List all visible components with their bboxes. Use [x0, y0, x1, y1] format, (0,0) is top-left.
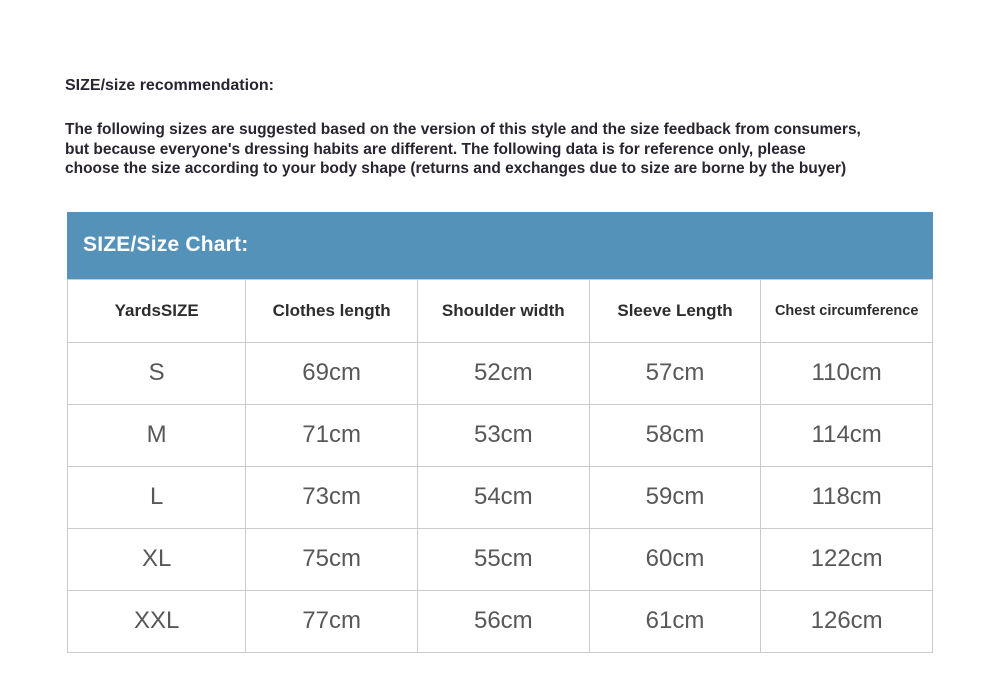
measurement-cell: 126cm	[761, 590, 933, 652]
column-header-yardssize: YardsSIZE	[68, 279, 246, 342]
table-row-size-s	[68, 342, 933, 404]
measurement-cell: 55cm	[417, 528, 589, 590]
size-label-cell: XXL	[68, 590, 246, 652]
measurement-cell: 77cm	[246, 590, 418, 652]
size-recommendation-heading: SIZE/size recommendation:	[65, 77, 274, 94]
measurement-cell: 59cm	[589, 466, 761, 528]
size-table-body	[68, 342, 933, 652]
column-header-chest-circumference: Chest circumference	[761, 279, 933, 342]
recommendation-line-1: The following sizes are suggested based on the version of this style and the size feedback from consumers,	[65, 121, 861, 138]
measurement-cell: 56cm	[417, 590, 589, 652]
measurement-cell: 69cm	[246, 342, 418, 404]
measurement-cell: 122cm	[761, 528, 933, 590]
size-label-cell: XL	[68, 528, 246, 590]
measurement-cell: 58cm	[589, 404, 761, 466]
measurement-cell: 54cm	[417, 466, 589, 528]
size-table-header-row	[68, 279, 933, 342]
measurement-cell: 75cm	[246, 528, 418, 590]
column-header-clothes-length: Clothes length	[246, 279, 418, 342]
size-label-cell: L	[68, 466, 246, 528]
measurement-cell: 114cm	[761, 404, 933, 466]
table-row-size-xl	[68, 528, 933, 590]
measurement-cell: 57cm	[589, 342, 761, 404]
size-chart-table	[67, 279, 933, 653]
column-header-sleeve-length: Sleeve Length	[589, 279, 761, 342]
size-label-cell: M	[68, 404, 246, 466]
measurement-cell: 52cm	[417, 342, 589, 404]
recommendation-line-3: choose the size according to your body shape (returns and exchanges due to size are borne by the buyer)	[65, 160, 847, 177]
measurement-cell: 118cm	[761, 466, 933, 528]
size-chart-header-bar	[67, 212, 933, 279]
size-recommendation-paragraph	[65, 120, 933, 179]
measurement-cell: 60cm	[589, 528, 761, 590]
measurement-cell: 61cm	[589, 590, 761, 652]
measurement-cell: 73cm	[246, 466, 418, 528]
measurement-cell: 110cm	[761, 342, 933, 404]
table-row-size-l	[68, 466, 933, 528]
recommendation-line-2: but because everyone's dressing habits are different. The following data is for reference only, please	[65, 140, 806, 158]
size-chart-title: SIZE/Size Chart:	[83, 233, 249, 256]
table-row-size-xxl	[68, 590, 933, 652]
table-row-size-m	[68, 404, 933, 466]
column-header-shoulder-width: Shoulder width	[417, 279, 589, 342]
measurement-cell: 53cm	[417, 404, 589, 466]
size-label-cell: S	[68, 342, 246, 404]
measurement-cell: 71cm	[246, 404, 418, 466]
